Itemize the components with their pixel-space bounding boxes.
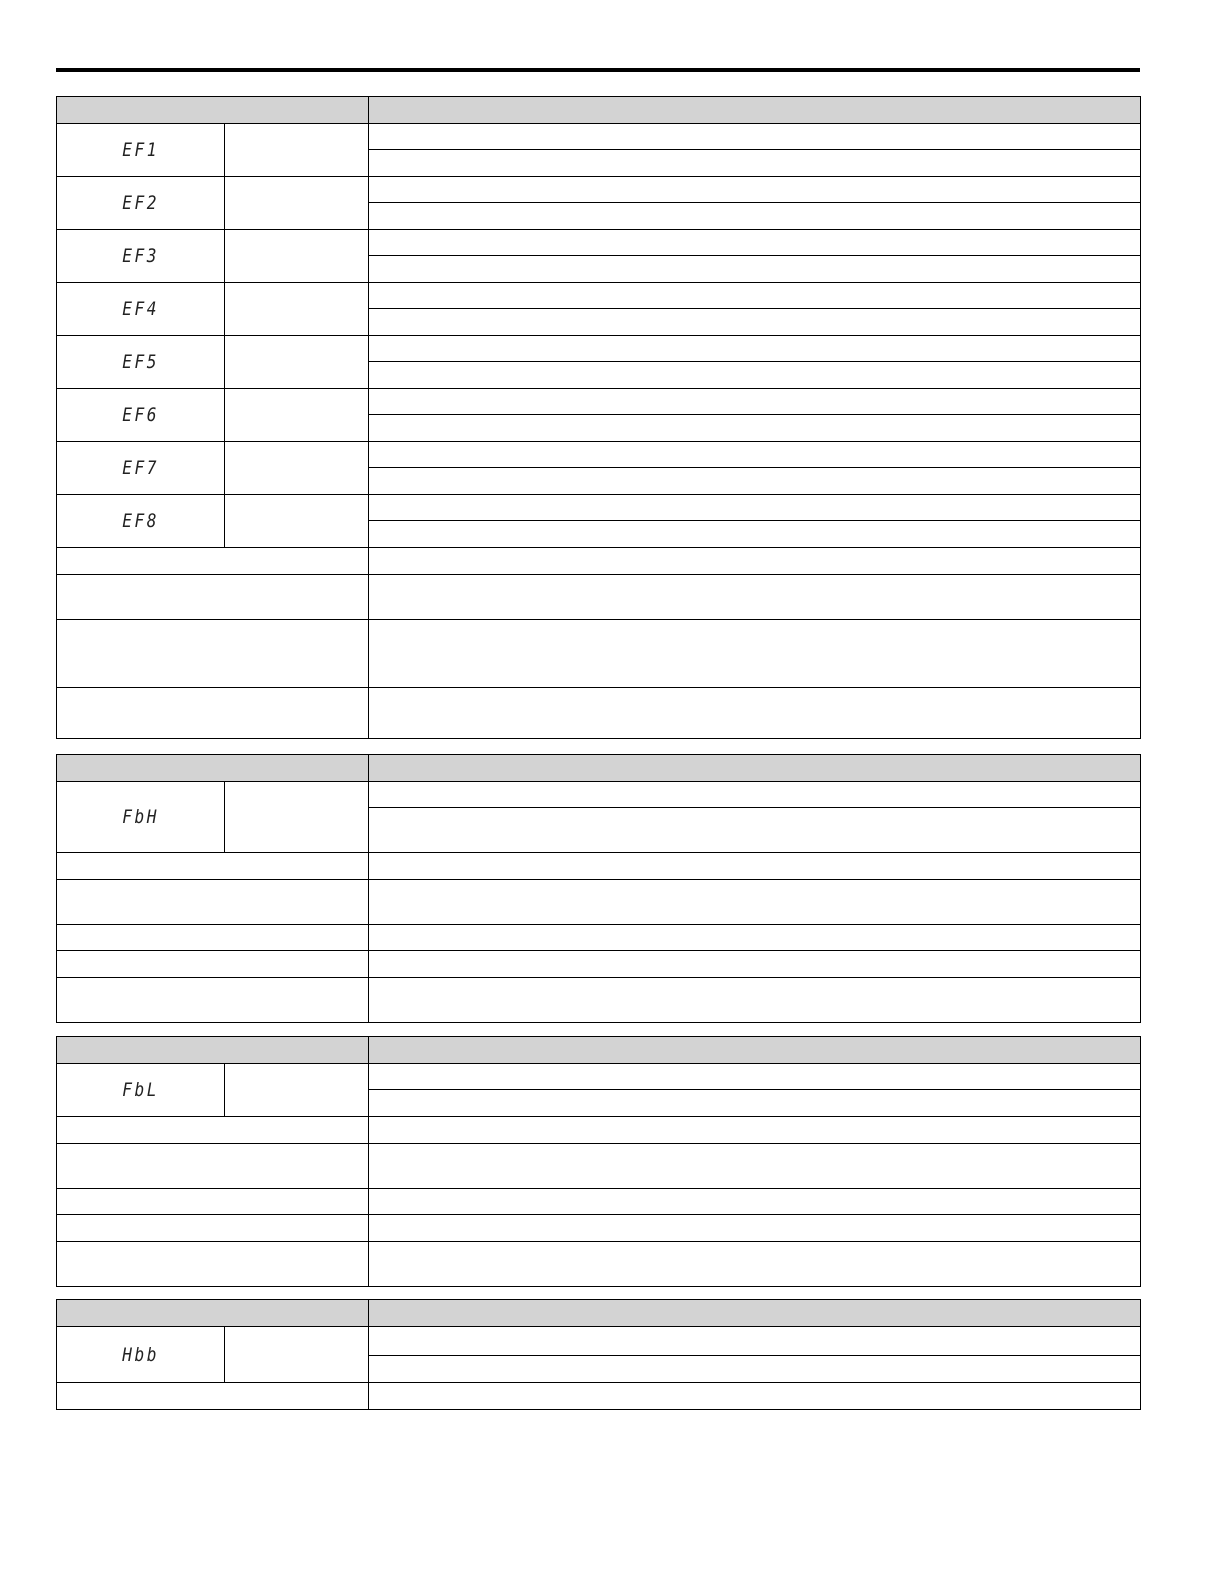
fault-code-display: Hbb xyxy=(122,1343,159,1366)
fault-code-cell xyxy=(57,495,225,548)
fault-name-cell xyxy=(225,283,369,336)
fault-name-cell xyxy=(225,336,369,389)
cause-cell xyxy=(57,1144,369,1189)
cause-cell xyxy=(57,575,369,620)
cause-header-cell xyxy=(57,548,369,575)
action-cell xyxy=(369,575,1141,620)
fault-name-cell xyxy=(225,495,369,548)
fault-code-cell xyxy=(57,389,225,442)
action-cell xyxy=(369,1189,1141,1215)
cause-header-cell xyxy=(57,1383,369,1410)
fault-name-cell xyxy=(225,442,369,495)
fault-info-cell xyxy=(369,177,1141,203)
fault-code-display: EF5 xyxy=(122,351,159,373)
action-cell xyxy=(369,620,1141,688)
fault-table-ef xyxy=(56,96,1141,739)
fault-code-display: EF3 xyxy=(122,245,159,267)
action-cell xyxy=(369,688,1141,739)
fault-info-cell xyxy=(369,362,1141,389)
fault-code-display: EF6 xyxy=(122,404,159,426)
fault-code-cell xyxy=(57,336,225,389)
cause-cell xyxy=(57,925,369,951)
action-header-cell xyxy=(369,1383,1141,1410)
fault-info-cell xyxy=(369,468,1141,495)
fault-table-fbl xyxy=(56,1036,1141,1287)
fault-code-display: FbH xyxy=(122,806,159,828)
fault-info-cell xyxy=(369,442,1141,468)
fault-code-cell xyxy=(57,1064,225,1117)
fault-info-cell xyxy=(369,150,1141,177)
fault-code-display: EF4 xyxy=(122,298,159,320)
fault-table-hbb xyxy=(56,1299,1141,1410)
fault-name-cell xyxy=(225,1064,369,1117)
fault-code-cell xyxy=(57,230,225,283)
fault-name-cell xyxy=(225,230,369,283)
fault-name-cell xyxy=(225,124,369,177)
action-header-cell xyxy=(369,1117,1141,1144)
fault-code-cell xyxy=(57,782,225,853)
fault-code-cell xyxy=(57,442,225,495)
cause-cell xyxy=(57,688,369,739)
fault-code-display: FbL xyxy=(122,1079,159,1101)
fault-info-cell xyxy=(369,256,1141,283)
fault-info-cell xyxy=(369,230,1141,256)
fault-info-cell xyxy=(369,415,1141,442)
fault-code-cell xyxy=(57,124,225,177)
fault-info-cell xyxy=(369,495,1141,521)
fault-code-display: EF2 xyxy=(122,192,159,214)
cause-cell xyxy=(57,1215,369,1242)
fault-name-cell xyxy=(225,782,369,853)
page-top-rule xyxy=(56,68,1140,72)
cause-cell xyxy=(57,1242,369,1287)
fault-info-cell xyxy=(369,782,1141,808)
cause-cell xyxy=(57,1189,369,1215)
fault-info-cell xyxy=(369,521,1141,548)
fault-info-cell xyxy=(369,1356,1141,1383)
cause-cell xyxy=(57,620,369,688)
cause-cell xyxy=(57,880,369,925)
cause-header-cell xyxy=(57,853,369,880)
fault-info-cell xyxy=(369,389,1141,415)
action-header-cell xyxy=(369,853,1141,880)
fault-info-cell xyxy=(369,203,1141,230)
action-cell xyxy=(369,925,1141,951)
fault-info-cell xyxy=(369,808,1141,853)
fault-info-cell xyxy=(369,309,1141,336)
cause-cell xyxy=(57,951,369,978)
action-cell xyxy=(369,951,1141,978)
fault-info-cell xyxy=(369,336,1141,362)
action-cell xyxy=(369,1242,1141,1287)
header-cell-right xyxy=(369,1300,1141,1327)
fault-info-cell xyxy=(369,283,1141,309)
fault-code-cell xyxy=(57,1327,225,1383)
action-cell xyxy=(369,1215,1141,1242)
header-cell-right xyxy=(369,1037,1141,1064)
fault-info-cell xyxy=(369,1090,1141,1117)
fault-info-cell xyxy=(369,124,1141,150)
fault-name-cell xyxy=(225,389,369,442)
header-cell-right xyxy=(369,755,1141,782)
fault-code-display: EF1 xyxy=(122,139,159,161)
cause-cell xyxy=(57,978,369,1023)
header-cell-right xyxy=(369,97,1141,124)
header-cell-left xyxy=(57,755,369,782)
fault-code-cell xyxy=(57,283,225,336)
fault-name-cell xyxy=(225,177,369,230)
cause-header-cell xyxy=(57,1117,369,1144)
fault-info-cell xyxy=(369,1064,1141,1090)
fault-name-cell xyxy=(225,1327,369,1383)
fault-table-fbh xyxy=(56,754,1141,1023)
action-cell xyxy=(369,978,1141,1023)
action-header-cell xyxy=(369,548,1141,575)
action-cell xyxy=(369,880,1141,925)
header-cell-left xyxy=(57,1300,369,1327)
fault-code-display: EF7 xyxy=(122,457,159,479)
fault-info-cell xyxy=(369,1327,1141,1356)
fault-code-display: EF8 xyxy=(122,510,159,532)
action-cell xyxy=(369,1144,1141,1189)
header-cell-left xyxy=(57,1037,369,1064)
header-cell-left xyxy=(57,97,369,124)
fault-code-cell xyxy=(57,177,225,230)
